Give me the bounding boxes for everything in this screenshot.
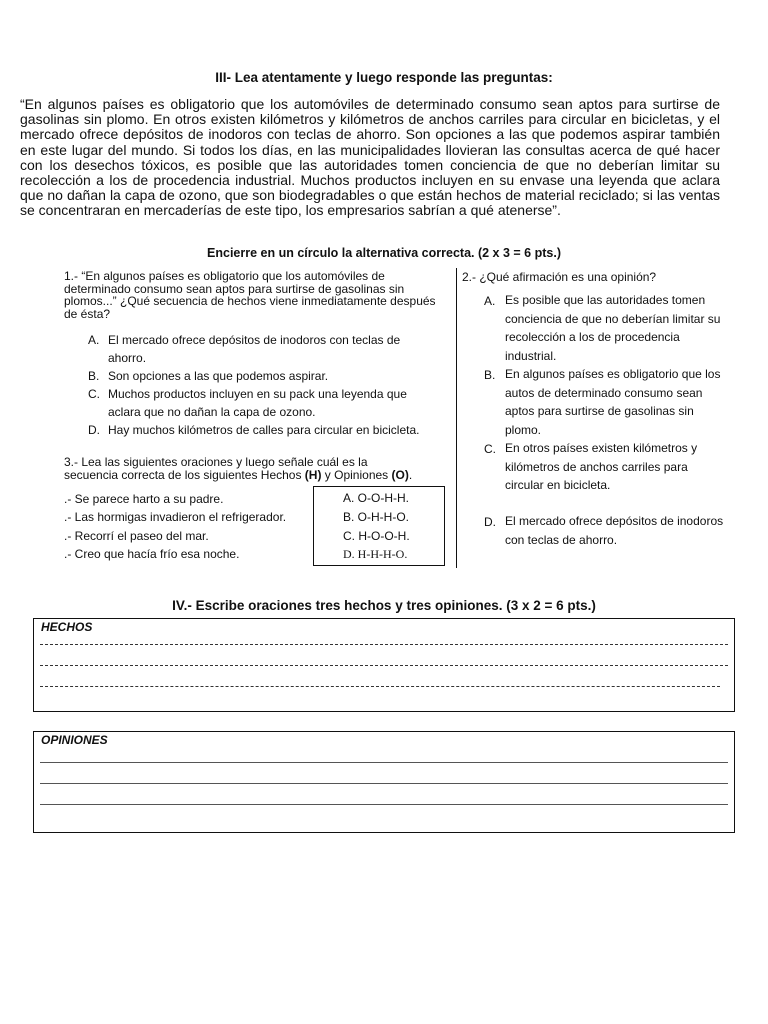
opinions-box bbox=[33, 731, 735, 833]
reading-passage: “En algunos países es obligatorio que los automóviles de determinado consumo sean aptos para surtirse de gasolinas sin plomo. En otros existen kilómetros y kilómetros de anchos carriles para circular en bicicletas, y el mercado ofrece depósitos de inodoros con teclas de ahorro. Son opciones a las que podemos aspirar también en este lugar del mundo. Si todos los días, en las municipalidades llovieran las consultas acerca de qué hacer con los desechos tóxicos, es posible que las autoridades tomen conciencia de que no deberían limitar su recolección a los de procedencia industrial. Muchos productos incluyen en su envase una leyenda que aclara que no dañan la capa de ozono, que son biodegradables o que están hechos de material reciclado; si las ventas se concentraran en mercaderías de este tipo, los empresarios sabrían a qué atenerse”. bbox=[20, 96, 720, 219]
opinions-line-2[interactable] bbox=[40, 783, 728, 784]
q3-answer-d[interactable]: D. H-H-H-O. bbox=[343, 547, 408, 561]
q3-statement-1: .- Se parece harto a su padre. bbox=[64, 492, 224, 506]
q3-answer-a[interactable]: A. O-O-H-H. bbox=[343, 491, 409, 505]
q3-statement-2: .- Las hormigas invadieron el refrigerador. bbox=[64, 510, 287, 524]
opinions-line-1[interactable] bbox=[40, 762, 728, 763]
facts-label: HECHOS bbox=[41, 620, 93, 634]
q3-statement-4: .- Creo que hacía frío esa noche. bbox=[64, 547, 240, 561]
q3-statement-3: .- Recorrí el paseo del mar. bbox=[64, 529, 209, 543]
question-3-prompt: 3.- Lea las siguientes oraciones y luego señale cuál es la secuencia correcta de los siguientes Hechos (H) y Opiniones (O). bbox=[64, 455, 413, 482]
section-4-title: IV.- Escribe oraciones tres hechos y tres opiniones. (3 x 2 = 6 pts.) bbox=[172, 598, 596, 613]
q3-answer-c[interactable]: C. H-O-O-H. bbox=[343, 529, 410, 543]
section-3-title: III- Lea atentamente y luego responde las preguntas: bbox=[215, 70, 553, 85]
opinions-line-3[interactable] bbox=[40, 804, 728, 805]
question-2-prompt: 2.- ¿Qué afirmación es una opinión? bbox=[462, 270, 657, 284]
facts-line-3[interactable] bbox=[40, 686, 720, 687]
facts-line-1[interactable] bbox=[40, 644, 728, 645]
instruction-text: Encierre en un círculo la alternativa correcta. (2 x 3 = 6 pts.) bbox=[207, 246, 561, 260]
opinions-label: OPINIONES bbox=[41, 733, 108, 747]
column-divider bbox=[456, 268, 457, 568]
q3-answer-b[interactable]: B. O-H-H-O. bbox=[343, 510, 409, 524]
question-1-prompt: 1.- “En algunos países es obligatorio que los automóviles de determinado consumo sean aptos para surtirse de gasolinas sin plomos...” ¿Qué secuencia de hechos viene inmediatamente después de ésta? bbox=[64, 269, 436, 321]
facts-line-2[interactable] bbox=[40, 665, 728, 666]
